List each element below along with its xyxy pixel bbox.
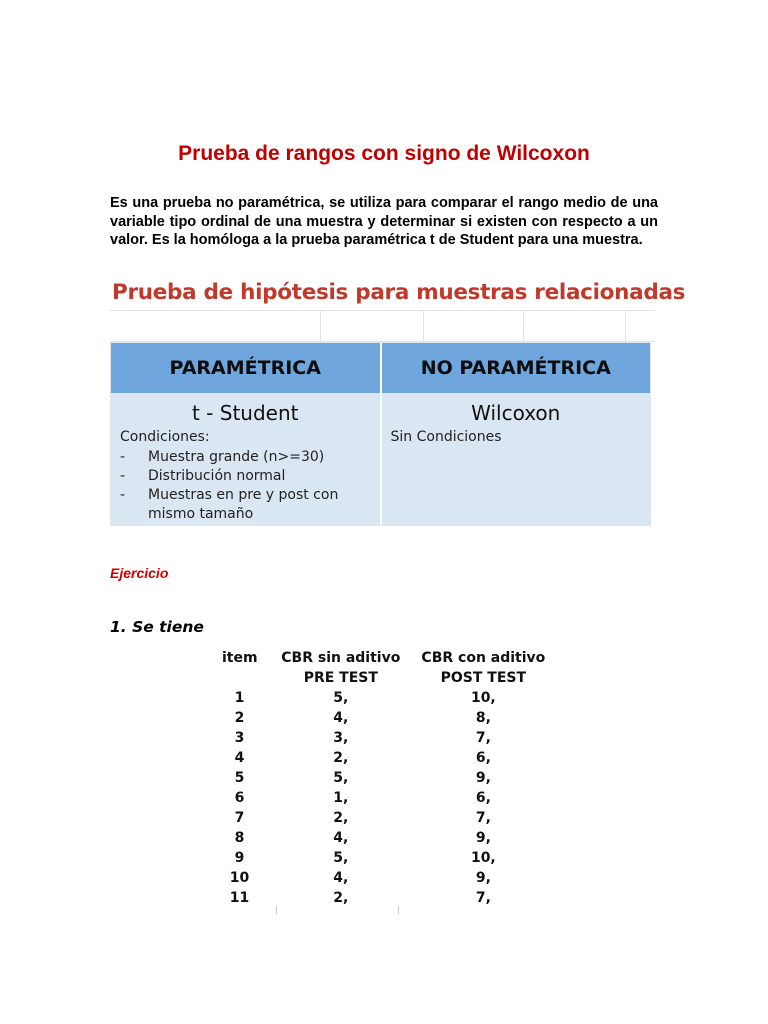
post-test-cell: 6,	[475, 750, 491, 766]
header-pre-line2: PRE TEST	[303, 670, 378, 686]
item-cell: 7	[234, 810, 245, 826]
post-test-cell: 7,	[475, 810, 491, 826]
exercise-heading: Ejercicio	[110, 565, 169, 581]
conditions-label: Condiciones:	[120, 429, 210, 445]
table-edge-mark	[276, 906, 277, 914]
pre-test-cell: 5,	[333, 770, 349, 786]
pre-test-cell: 2,	[333, 890, 349, 906]
pre-test-cell: 2,	[333, 750, 349, 766]
item-cell: 11	[229, 890, 250, 906]
header-post-line1: CBR con aditivo	[421, 650, 546, 666]
item-cell: 10	[229, 870, 250, 886]
pre-test-cell: 3,	[333, 730, 349, 746]
table-header-row	[212, 648, 552, 668]
item-cell: 9	[234, 850, 245, 866]
step-heading: 1. Se tiene	[110, 618, 204, 636]
post-test-cell: 7,	[475, 890, 491, 906]
page-title: Prueba de rangos con signo de Wilcoxon	[178, 142, 590, 165]
header-nonparametric: NO PARAMÉTRICA	[420, 357, 611, 379]
comparison-header	[111, 343, 650, 393]
pre-test-cell: 5,	[333, 850, 349, 866]
table-row	[212, 728, 552, 748]
nonparametric-column	[382, 393, 651, 525]
header-pre-line1: CBR sin aditivo	[281, 650, 401, 666]
table-row	[212, 868, 552, 888]
t-student-label: t - Student	[191, 401, 299, 425]
item-cell: 5	[234, 770, 245, 786]
figure-title: Prueba de hipótesis para muestras relacionadas	[112, 280, 686, 305]
parametric-column	[111, 393, 382, 525]
pre-test-cell: 4,	[333, 830, 349, 846]
table-row	[212, 748, 552, 768]
pre-test-cell: 5,	[333, 690, 349, 706]
comparison-body	[111, 393, 650, 525]
comparison-table	[110, 342, 651, 526]
cbr-data-table	[212, 648, 552, 908]
no-conditions-label: Sin Condiciones	[390, 429, 502, 445]
table-subheader-row	[212, 668, 552, 688]
table-edge-mark	[398, 906, 399, 914]
post-test-cell: 8,	[475, 710, 491, 726]
item-cell: 8	[234, 830, 245, 846]
table-row	[212, 888, 552, 908]
item-cell: 1	[234, 690, 245, 706]
figure-gridlines	[110, 310, 655, 342]
header-post-line2: POST TEST	[440, 670, 527, 686]
table-row	[212, 828, 552, 848]
wilcoxon-label: Wilcoxon	[471, 401, 561, 425]
table-row	[212, 768, 552, 788]
pre-test-cell: 1,	[333, 790, 349, 806]
pre-test-cell: 4,	[333, 710, 349, 726]
condition-item: - Muestra grande (n>=30)	[120, 449, 325, 465]
condition-item: - Distribución normal	[120, 468, 286, 484]
item-cell: 2	[234, 710, 245, 726]
hypothesis-test-figure	[110, 276, 686, 526]
item-cell: 3	[234, 730, 245, 746]
pre-test-cell: 4,	[333, 870, 349, 886]
post-test-cell: 10,	[470, 850, 496, 866]
conditions-list	[120, 448, 375, 524]
pre-test-cell: 2,	[333, 810, 349, 826]
condition-item: - Muestras en pre y post con mismo tamaño	[120, 487, 339, 522]
table-body	[212, 688, 552, 908]
table-row	[212, 688, 552, 708]
table-row	[212, 848, 552, 868]
post-test-cell: 9,	[475, 870, 491, 886]
table-row	[212, 788, 552, 808]
table-row	[212, 808, 552, 828]
table-row	[212, 708, 552, 728]
header-item: item	[222, 650, 258, 666]
intro-paragraph: Es una prueba no paramétrica, se utiliza para comparar el rango medio de una variable tipo ordinal de una muestra y determinar si existen con respecto a un valor. Es la homóloga a la prueba paramétrica t de Student para una muestra.	[110, 195, 658, 248]
item-cell: 6	[234, 790, 245, 806]
item-cell: 4	[234, 750, 245, 766]
post-test-cell: 7,	[475, 730, 491, 746]
post-test-cell: 9,	[475, 770, 491, 786]
header-parametric: PARAMÉTRICA	[111, 343, 382, 393]
post-test-cell: 9,	[475, 830, 491, 846]
post-test-cell: 6,	[475, 790, 491, 806]
post-test-cell: 10,	[470, 690, 496, 706]
